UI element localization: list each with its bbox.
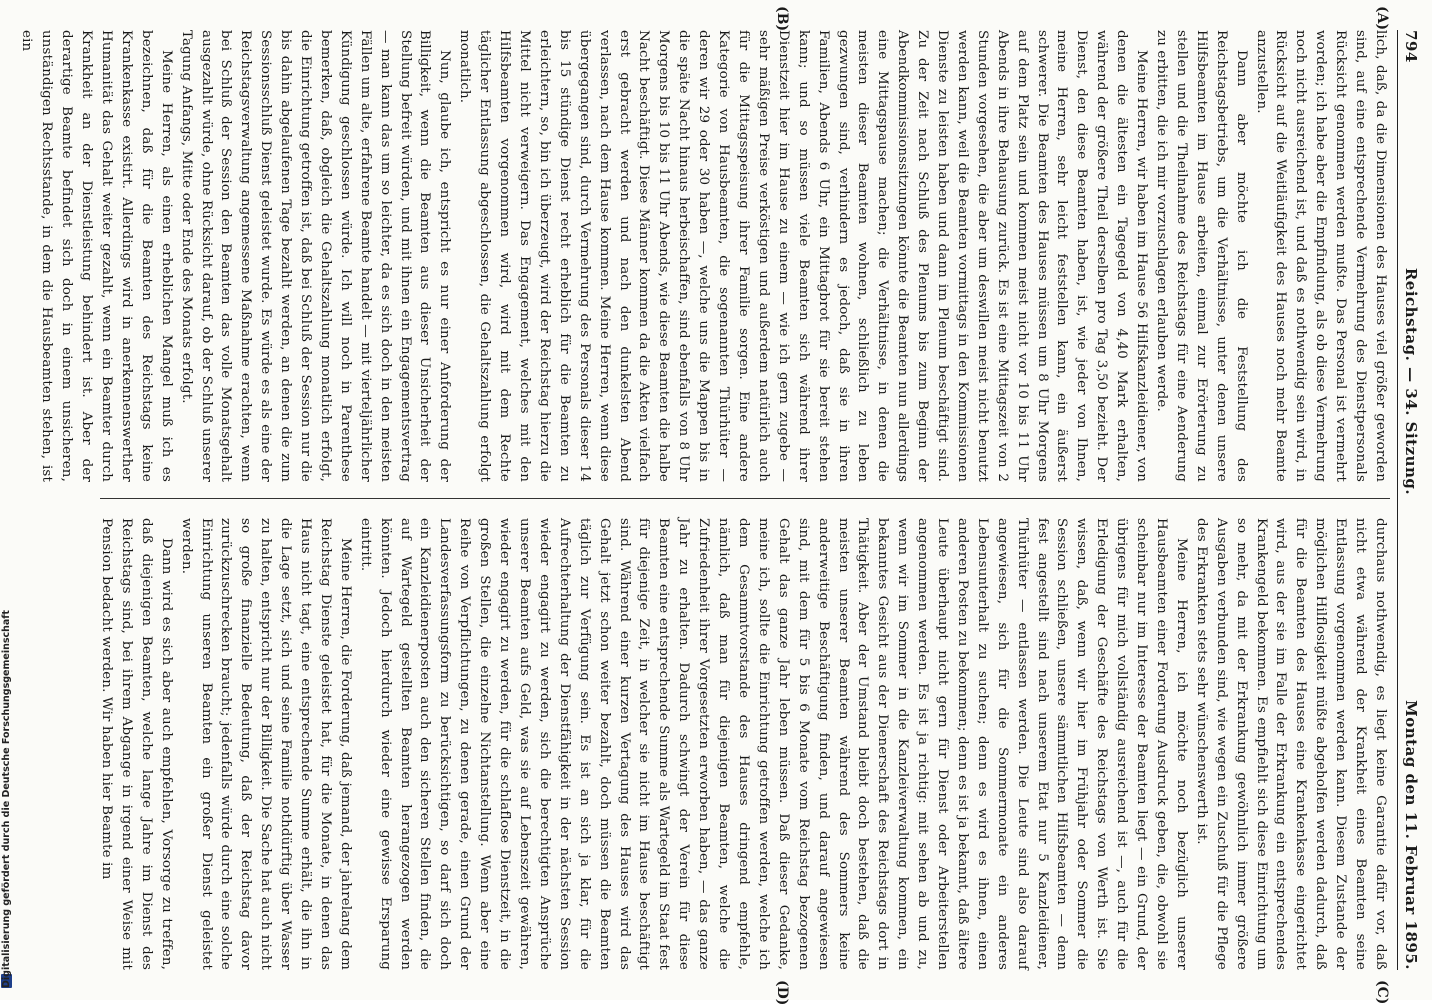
paragraph: Dann wird es sich aber auch empfehlen, Vorsorge zu treffen, daß diejenigen Beamten, welche lange Jahre im Dienst des Reichstags sind, bei ihrem Abgange in irgend einer Weise mit Pension bedacht werden. Wir haben hier Beamte im [99, 518, 174, 970]
paragraph: Meine Herren, die Forderung, daß jemand, der jahrelang dem Reichstag Dienste geleistet hat, für die Monate, in denen das Haus nicht tagt, eine entsprechende Summe erhält, die ihn in die Lage setzt, sich und seine Familie nothdürftig über Wasser zu halten, entspricht nur der Billigkeit. Die Sache hat auch nicht so große finanzielle Bedeutung, daß der Reichstag davor zurückzuschrecken braucht; jedenfalls würde durch eine solche Einrichtung unseren Beamten ein großer Dienst geleistet werden. [178, 518, 353, 970]
paragraph: durchaus nothwendig, es liegt keine Garantie dafür vor, daß nicht etwa während der Krankheit eines Beamten seine Entlassung vorgenommen werden kann. Diesem Zustande der möglichen Hilflosigkeit müßte abgeholfen werden dadurch, daß für die Beamten des Hauses eine Krankenkasse eingerichtet wird, aus der sie im Falle der Erkrankung ein entsprechendes Krankengeld bekommen. Es empfiehlt sich diese Einrichtung um so mehr, da mit der Erkrankung gewöhnlich immer größere Ausgaben verbunden sind, wie wegen ein Zuschuß für die Pflege des Erkrankten stets sehr wünschenswerth ist. [1193, 518, 1388, 970]
rotated-page [19, 0, 1430, 1005]
page-header [1400, 30, 1422, 970]
paragraph: Nun, glaube ich, entspricht es nur einer Anforderung der Billigkeit, wenn die Beamten aus dieser Unsicherheit der Stellung befreit würden, und mit ihnen ein Engagementsvertrag — man kann das um so leichter, da es sich doch in den meisten Fällen um alte, erfahrene Beamte handelt — mit vierteljährlicher Kündigung geschlossen würde. Ich will noch in Parenthese bemerken, daß, obgleich die Gehaltszahlung monatlich erfolgt, die Einrichtung getroffen ist, daß bei Schluß der Session nur die bis dahin abgelaufenen Tage bezahlt werden, an denen die zum Sessionsschluß Dienst geleistet wurde. Es würde es als eine der Reichstagsverwaltung angemessene Maßnahme erachten, wenn bei Schluß der Session den Beamten das volle Monatsgehalt ausgezahlt würde, ohne Rücksicht darauf, ob der Schluß unserer Tagung Anfangs, Mitte oder Ende des Monats erfolgt. [178, 30, 453, 482]
margin-mark-d: (D) [774, 980, 790, 1005]
page-number: 794 [1402, 30, 1420, 63]
paragraph: Dann aber möchte ich die Feststellung des Reichstagsbetriebs, um die Verhältnisse, unter denen unsere Hilfsbeamten im Hause arbeiten, einmal zur Erörterung zu stellen und die Theilnahme des Reichstags für eine Aenderung zu erbitten, die ich mir vorzuschlagen erlauben werde. [1154, 30, 1249, 482]
paragraph: Meine Herren, wir haben im Hause 56 Hilfskanzleidiener, von denen die ältesten ein Tagegeld von 4,40 Mark erhalten, während der größere Theil derselben pro Tag 3,50 bezieht. Der Dienst, den diese Beamten haben, ist, wie jeder von Ihnen, meine Herren, sehr leicht feststellen kann, ein äußerst schwerer. Die Beamten des Hauses müssen um 8 Uhr Morgens auf dem Platz sein und kommen meist nicht vor 10 bis 11 Uhr Abends in ihre Behausung zurück. Es ist eine Mittagszeit von 2 Stunden vorgesehen, die aber um deswillen meist nicht benutzt werden kann, weil die Beamten vormittags in den Kommissionen Dienste zu leisten haben und dann im Plenum beschäftigt sind. Zu der Zeit nach Schluß des Plenums bis zum Beginn der Abendkommissionssitzungen könnte die Beamten nun allerdings eine Mittagspause machen; die Verhältnisse, in denen die meisten dieser Beamten wohnen, schließlich zu leben gezwungen sind, verhindern es jedoch, daß sie in ihren Familien, Abends 6 Uhr, ein Mittagbrot für sie bereit stehen kann; und so müssen viele Beamten sich während ihrer Dienstzeit hier im Hause zu einem — wie ich gern zugebe — sehr mäßigen Preise verköstigen und außerdem natürlich auch für die Mittagsspeisung ihrer Familie sorgen. Eine andere Kategorie von Hausbeamten, die sogenannten Thürhüter — deren wir 29 oder 30 haben —, welche uns die Mappen bis in die späte Nacht hinaus herbeischaffen, sind ebenfalls von 8 Uhr Morgens bis 10 bis 11 Uhr Abends, wie diese Beamten die halbe Nacht beschäftigt. Diese Männer kommen da die Akten vielfach erst gebracht werden und nach den dunkelsten Abend verlassen, nach dem Hause kommen. Meine Herren, wenn diese übergegangen sind, durch Vermehrung des Personals dieser 14 bis 15 stündige Dienst recht erheblich für die Beamten zu erleichtern, so, bin ich überzeugt, wird der Reichstag hierzu die Mittel nicht verweigern. Das Engagement, welches mit den Hilfsbeamten vorgenommen wird, wird mit dem Rechte täglicher Entlassung abgeschlossen, die Gehaltszahlung erfolgt monatlich. [457, 30, 1150, 482]
header-rule [1397, 30, 1398, 970]
margin-mark-c: (C) [1374, 980, 1390, 1005]
right-column [100, 518, 1390, 970]
left-column [19, 30, 1390, 482]
session-date: Montag den 11. Februar 1895. [1402, 700, 1420, 970]
margin-mark-a: (A) [1374, 6, 1390, 31]
paragraph: Meine Herren, als einen erheblichen Mangel muß ich es bezeichnen, daß für die Beamten des Reichstags keine Krankenkasse existirt. Allerdings wird in anerkennenswerther Humanität das Gehalt weiter gezahlt, wenn ein Beamter durch Krankheit an der Dienstleistung behindert ist. Aber der derartige Beamte befindet sich doch in einem unsicheren, unständigen Rechtsstande, in dem die Hausbeamten stehen, ist ein [19, 30, 174, 482]
session-title: Reichstag. — 34. Sitzung. [1402, 267, 1420, 496]
column-divider [100, 498, 1390, 499]
paragraph: lich, daß, da die Dimensionen des Hauses viel größer geworden sind, auf eine entsprechende Vermehrung des Dienstpersonals Rücksicht genommen werden mußte. Das Personal ist vermehrt worden; ich habe aber die Empfindung, als ob diese Vermehrung noch nicht ausreichend ist, und daß es nothwendig sein wird, in Rücksicht auf die Weitläufigkeit des Hauses noch mehr Beamte anzustellen. [1253, 30, 1388, 482]
paragraph: Meine Herren, ich möchte noch bezüglich unserer Hausbeamten einer Forderung Ausdruck geben, die, obwohl sie scheinbar nur im Interesse der Beamten liegt — ein Grund, der übrigens für mich vollständig ausreichend ist —, auch für die Erledigung der Geschäfte des Reichstags von Werth ist. Sie wissen, daß, wenn wir hier im Frühjahr oder Sommer die Session schließen, unsere sämmtlichen Hilfsbeamten — denn fest angestellt sind nach unserem Etat nur 5 Kanzleidiener, Thürhüter — entlassen werden. Die Leute sind also darauf angewiesen, sich für die Sommermonate ein anderes Lebensunterhalt zu suchen; denn es wird es ihnen, einen anderen Posten zu bekommen; denn es ist ja bekannt, daß ältere Leute überhaupt nicht gern für Dienst oder Arbeiterstellen angenommen werden. Es ist ja richtig: mit sehen ab und zu, wenn wir im Sommer in die Kanzleiverwaltung kommen, ein bekanntes Gesicht aus der Dienerschaft des Reichstags dort in Thätigkeit. Aber der Umstand bleibt doch bestehen, daß die meisten unserer Beamten während des Sommers keine anderweitige Beschäftigung finden, und darauf angewiesen sind, mit dem für 5 bis 6 Monate vom Reichstag bezogenen Gehalt das ganze Jahr leben müssen. Daß dieser Gedanke, meine ich, sollte die Einrichtung getroffen werden, welche ich dem Gesammtvorstande des Hauses dringend empfehle, nämlich, daß man für diejenigen Beamten, welche die Zufriedenheit ihrer Vorgesetzten erworben haben, — das ganze Jahr zu erhalten. Dadurch schwingt der Verein für diese Beamten eine entsprechende Summe als Wartegeld im Staat fest für diejenige Zeit, in welcher sie nicht im Hause beschäftigt sind. Während einer kurzen Vertagung des Hauses wird das Gehalt jetzt schon weiter bezahlt, doch müssen die Beamten täglich zur Verfügung sein. Es ist an sich ja klar, für die Aufrechterhaltung der Dienstfähigkeit in der nächsten Session wieder engagirt zu werden, sich die berechtigten Ansprüche unserer Beamten aufs Geld, was sie auf Lebenszeit gewähren, wieder engagirt zu werden, für die schlaflose Dienstzeit, in die großen Stellen, die einzelne Nichtanstellung. Wenn aber eine Reihe von Verpflichtungen, zu denen gerade, einen Grund der Landesverfassungsform zu berücksichtigen, so darf sich doch ein Kanzleidienerposten auch den sicheren Stellen finden, die auf Wartegeld gestellten Beamten herangezogen werden könnten. Jedoch hierdurch wieder eine gewisse Ersparung eintritt. [357, 518, 1189, 970]
digitization-credit: Digitalisierung gefördert durch die Deutsche Forschungsgemeinschaft [1, 610, 12, 988]
margin-mark-b: (B) [774, 6, 790, 32]
